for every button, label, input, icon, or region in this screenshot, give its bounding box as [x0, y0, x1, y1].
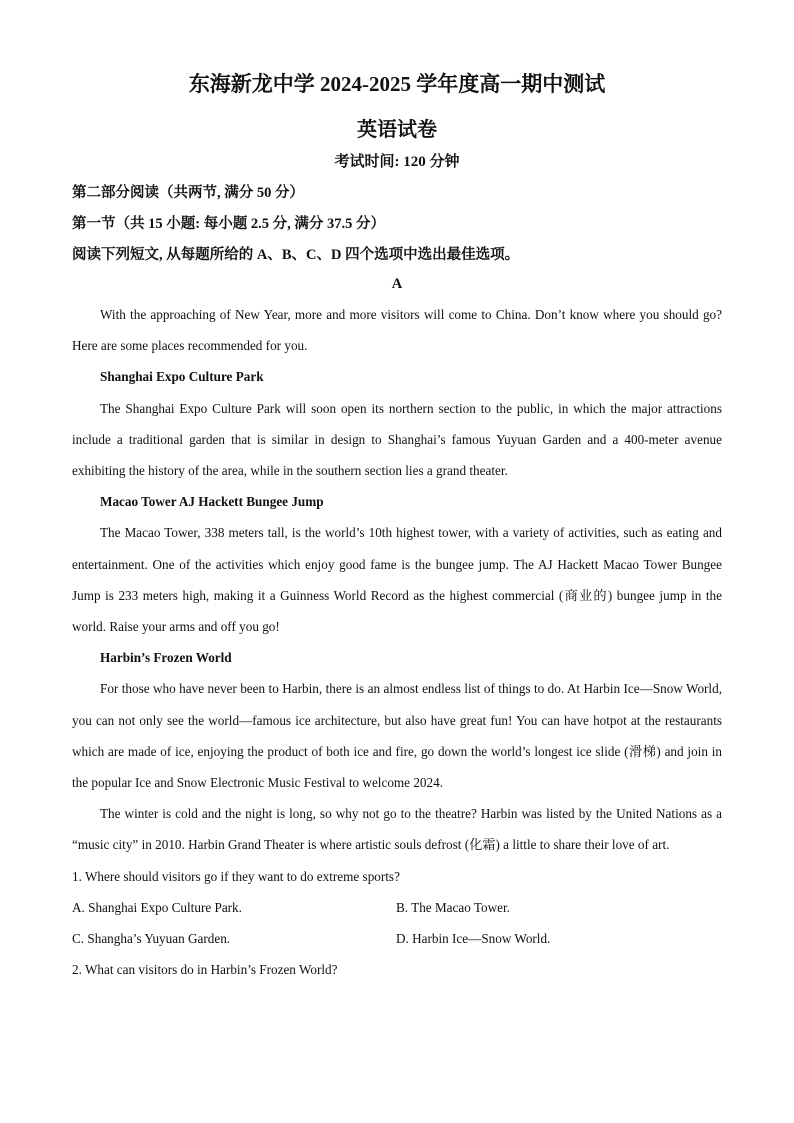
option-b: B. The Macao Tower.: [396, 899, 510, 915]
directions: 阅读下列短文, 从每题所给的 A、B、C、D 四个选项中选出最佳选项。: [72, 247, 520, 263]
section-heading-shanghai: Shanghai Expo Culture Park: [100, 369, 264, 385]
section-paragraph: For those who have never been to Harbin, there is an almost endless list of things to do. At Harbin Ice—Snow World, you can not only see the world—famous ice architecture, but also have great fun! You can have hotpot at the restaurants which are made of ice, enjoying the product of both ice and fire, go down the world’s longest ice slide (滑梯) and join in the popular Ice and Snow Electronic Music Festival to welcome 2024.: [72, 681, 722, 791]
section-heading-macao: Macao Tower AJ Hackett Bungee Jump: [100, 494, 324, 510]
question-1: 1. Where should visitors go if they want to do extreme sports?: [72, 868, 400, 884]
subject-title: 英语试卷: [357, 119, 437, 141]
passage-body: [72, 299, 722, 985]
passage-letter: A: [391, 276, 403, 292]
section-paragraph: The Shanghai Expo Culture Park will soon open its northern section to the public, in which the major attractions include a traditional garden that is similar in design to Shanghai’s famous Yuyuan Garden and a 400-meter avenue exhibiting the history of the area, while in the southern section lies a grand theater.: [72, 400, 722, 479]
question-1-options-row-2: [72, 923, 722, 954]
question-2: 2. What can visitors do in Harbin’s Frozen World?: [72, 962, 338, 978]
school-title: 东海新龙中学 2024-2025 学年度高一期中测试: [188, 72, 606, 96]
part-instruction: 第二部分阅读（共两节, 满分 50 分）: [72, 185, 304, 201]
section-heading-harbin: Harbin’s Frozen World: [100, 650, 232, 666]
exam-time: 考试时间: 120 分钟: [334, 154, 460, 170]
option-c: C. Shangha’s Yuyuan Garden.: [72, 931, 231, 947]
option-a: A. Shanghai Expo Culture Park.: [72, 899, 242, 915]
section-instruction: 第一节（共 15 小题: 每小题 2.5 分, 满分 37.5 分）: [72, 216, 385, 232]
section-paragraph: The Macao Tower, 338 meters tall, is the world’s 10th highest tower, with a variety of activities, such as eating and entertainment. One of the activities which enjoy good fame is the bungee jump. The AJ Hackett Macao Tower Bungee Jump is 233 meters high, making it a Guinness World Record as the highest commercial (商业的) bungee jump in the world. Raise your arms and off you go!: [72, 525, 722, 635]
section-paragraph: The winter is cold and the night is long, so why not go to the theatre? Harbin was listed by the United Nations as a “music city” in 2010. Harbin Grand Theater is where artistic souls defrost (化霜) a little to share their love of art.: [72, 806, 722, 853]
option-d: D. Harbin Ice—Snow World.: [396, 931, 551, 947]
passage-intro: With the approaching of New Year, more and more visitors will come to China. Don’t know where you should go? Here are some places recommended for you.: [72, 307, 722, 354]
question-1-options-row-1: [72, 892, 722, 923]
